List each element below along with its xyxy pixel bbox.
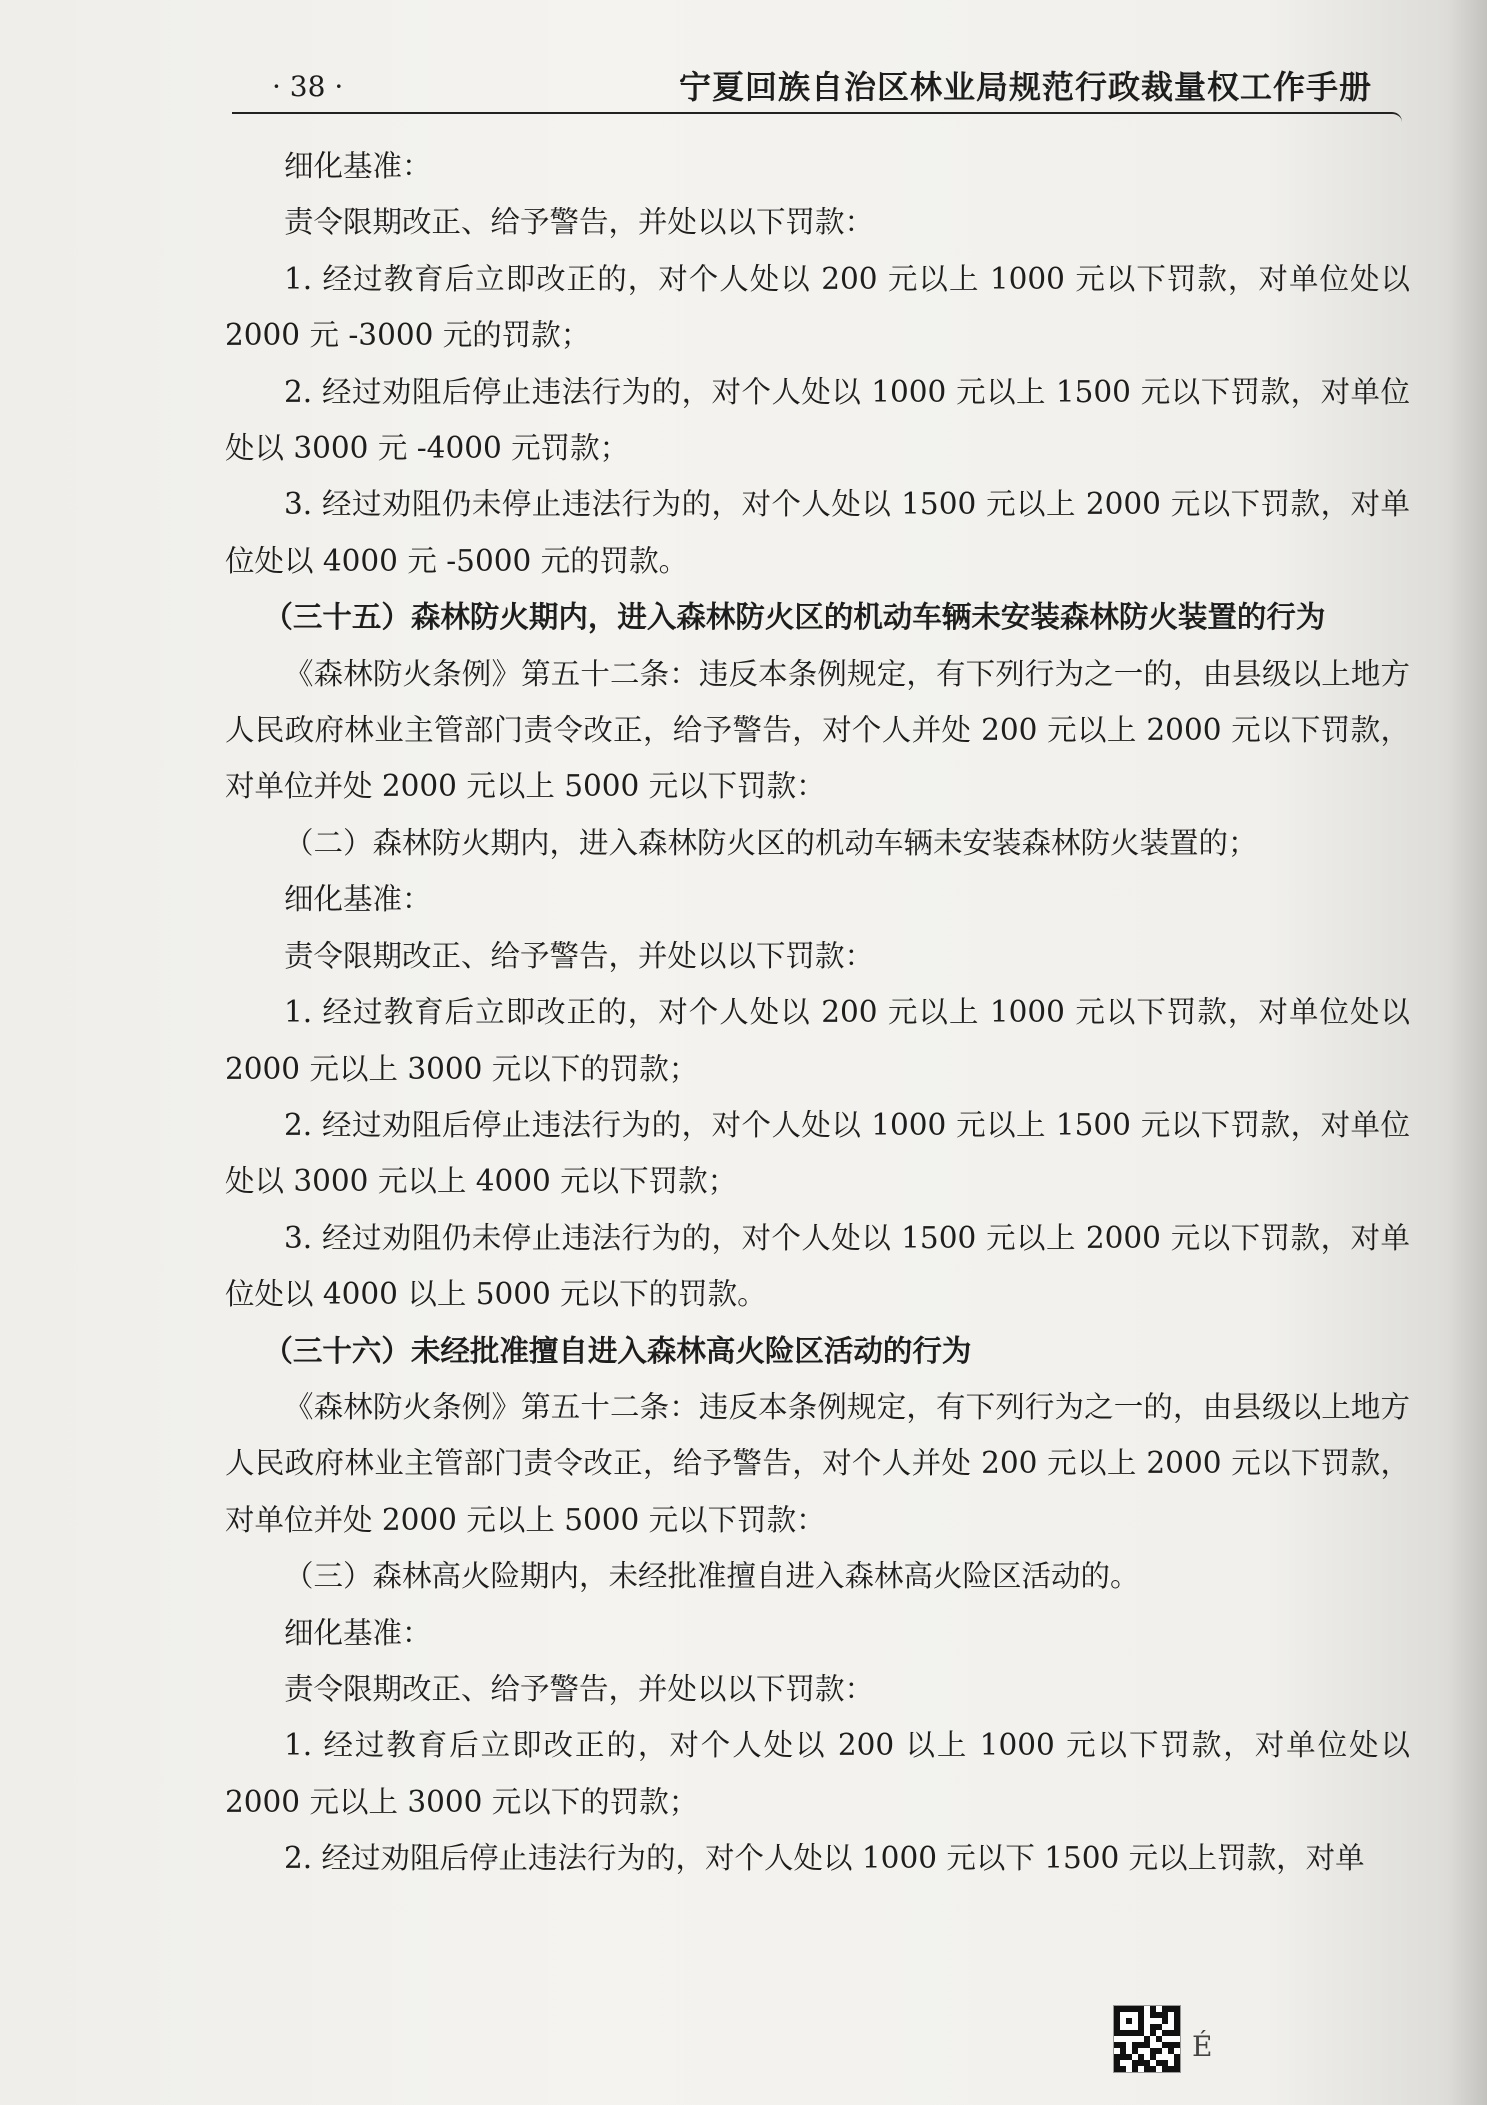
paragraph: 《森林防火条例》第五十二条：违反本条例规定，有下列行为之一的，由县级以上地方人民政府林业主管部门责令改正，给予警告，对个人并处 200 元以上 2000 元以下罚款，对单位并处 2000 元以上 5000 元以下罚款：	[225, 1389, 1410, 1537]
page-number: · 38 ·	[272, 70, 344, 103]
paragraph: （三）森林高火险期内，未经批准擅自进入森林高火险区活动的。	[284, 1559, 1140, 1594]
paragraph: 2. 经过劝阻后停止违法行为的，对个人处以 1000 元以上 1500 元以下罚款，对单位处以 3000 元以上 4000 元以下罚款；	[225, 1107, 1410, 1199]
paragraph: 2. 经过劝阻后停止违法行为的，对个人处以 1000 元以下 1500 元以上罚款，对单	[284, 1841, 1365, 1876]
qr-code-icon	[1113, 2005, 1181, 2073]
footer-mark: É	[1192, 2030, 1213, 2063]
paragraph: 责令限期改正、给予警告，并处以以下罚款：	[284, 1671, 875, 1706]
header-rule	[232, 112, 1402, 122]
paragraph: 3. 经过劝阻仍未停止违法行为的，对个人处以 1500 元以上 2000 元以下罚款，对单位处以 4000 元 -5000 元的罚款。	[225, 487, 1410, 578]
document-body	[225, 138, 1410, 1887]
page-header	[232, 52, 1392, 112]
paragraph: 1. 经过教育后立即改正的，对个人处以 200 以上 1000 元以下罚款，对单位处以 2000 元以上 3000 元以下的罚款；	[225, 1728, 1410, 1819]
page-edge-shadow	[1447, 0, 1487, 2105]
paragraph: 3. 经过劝阻仍未停止违法行为的，对个人处以 1500 元以上 2000 元以下罚款，对单位处以 4000 以上 5000 元以下的罚款。	[225, 1220, 1410, 1312]
paragraph: 细化基准：	[284, 882, 432, 917]
section-heading: （三十五）森林防火期内，进入森林防火区的机动车辆未安装森林防火装置的行为	[263, 599, 1326, 635]
paragraph: 细化基准：	[284, 149, 432, 183]
section-heading: （三十六）未经批准擅自进入森林高火险区活动的行为	[263, 1332, 972, 1368]
paragraph: 责令限期改正、给予警告，并处以以下罚款：	[284, 938, 875, 973]
paragraph: 责令限期改正、给予警告，并处以以下罚款：	[284, 205, 875, 240]
paragraph: 《森林防火条例》第五十二条：违反本条例规定，有下列行为之一的，由县级以上地方人民政府林业主管部门责令改正，给予警告，对个人并处 200 元以上 2000 元以下罚款，对单位并处 2000 元以上 5000 元以下罚款：	[225, 656, 1410, 804]
paragraph: （二）森林防火期内，进入森林防火区的机动车辆未安装森林防火装置的；	[284, 825, 1258, 860]
paragraph: 细化基准：	[284, 1615, 432, 1650]
paragraph: 1. 经过教育后立即改正的，对个人处以 200 元以上 1000 元以下罚款，对单位处以 2000 元以上 3000 元以下的罚款；	[225, 995, 1410, 1086]
running-title: 宁夏回族自治区林业局规范行政裁量权工作手册	[678, 68, 1372, 106]
paragraph: 2. 经过劝阻后停止违法行为的，对个人处以 1000 元以上 1500 元以下罚款，对单位处以 3000 元 -4000 元罚款；	[225, 374, 1410, 466]
paragraph: 1. 经过教育后立即改正的，对个人处以 200 元以上 1000 元以下罚款，对单位处以 2000 元 -3000 元的罚款；	[225, 261, 1410, 353]
